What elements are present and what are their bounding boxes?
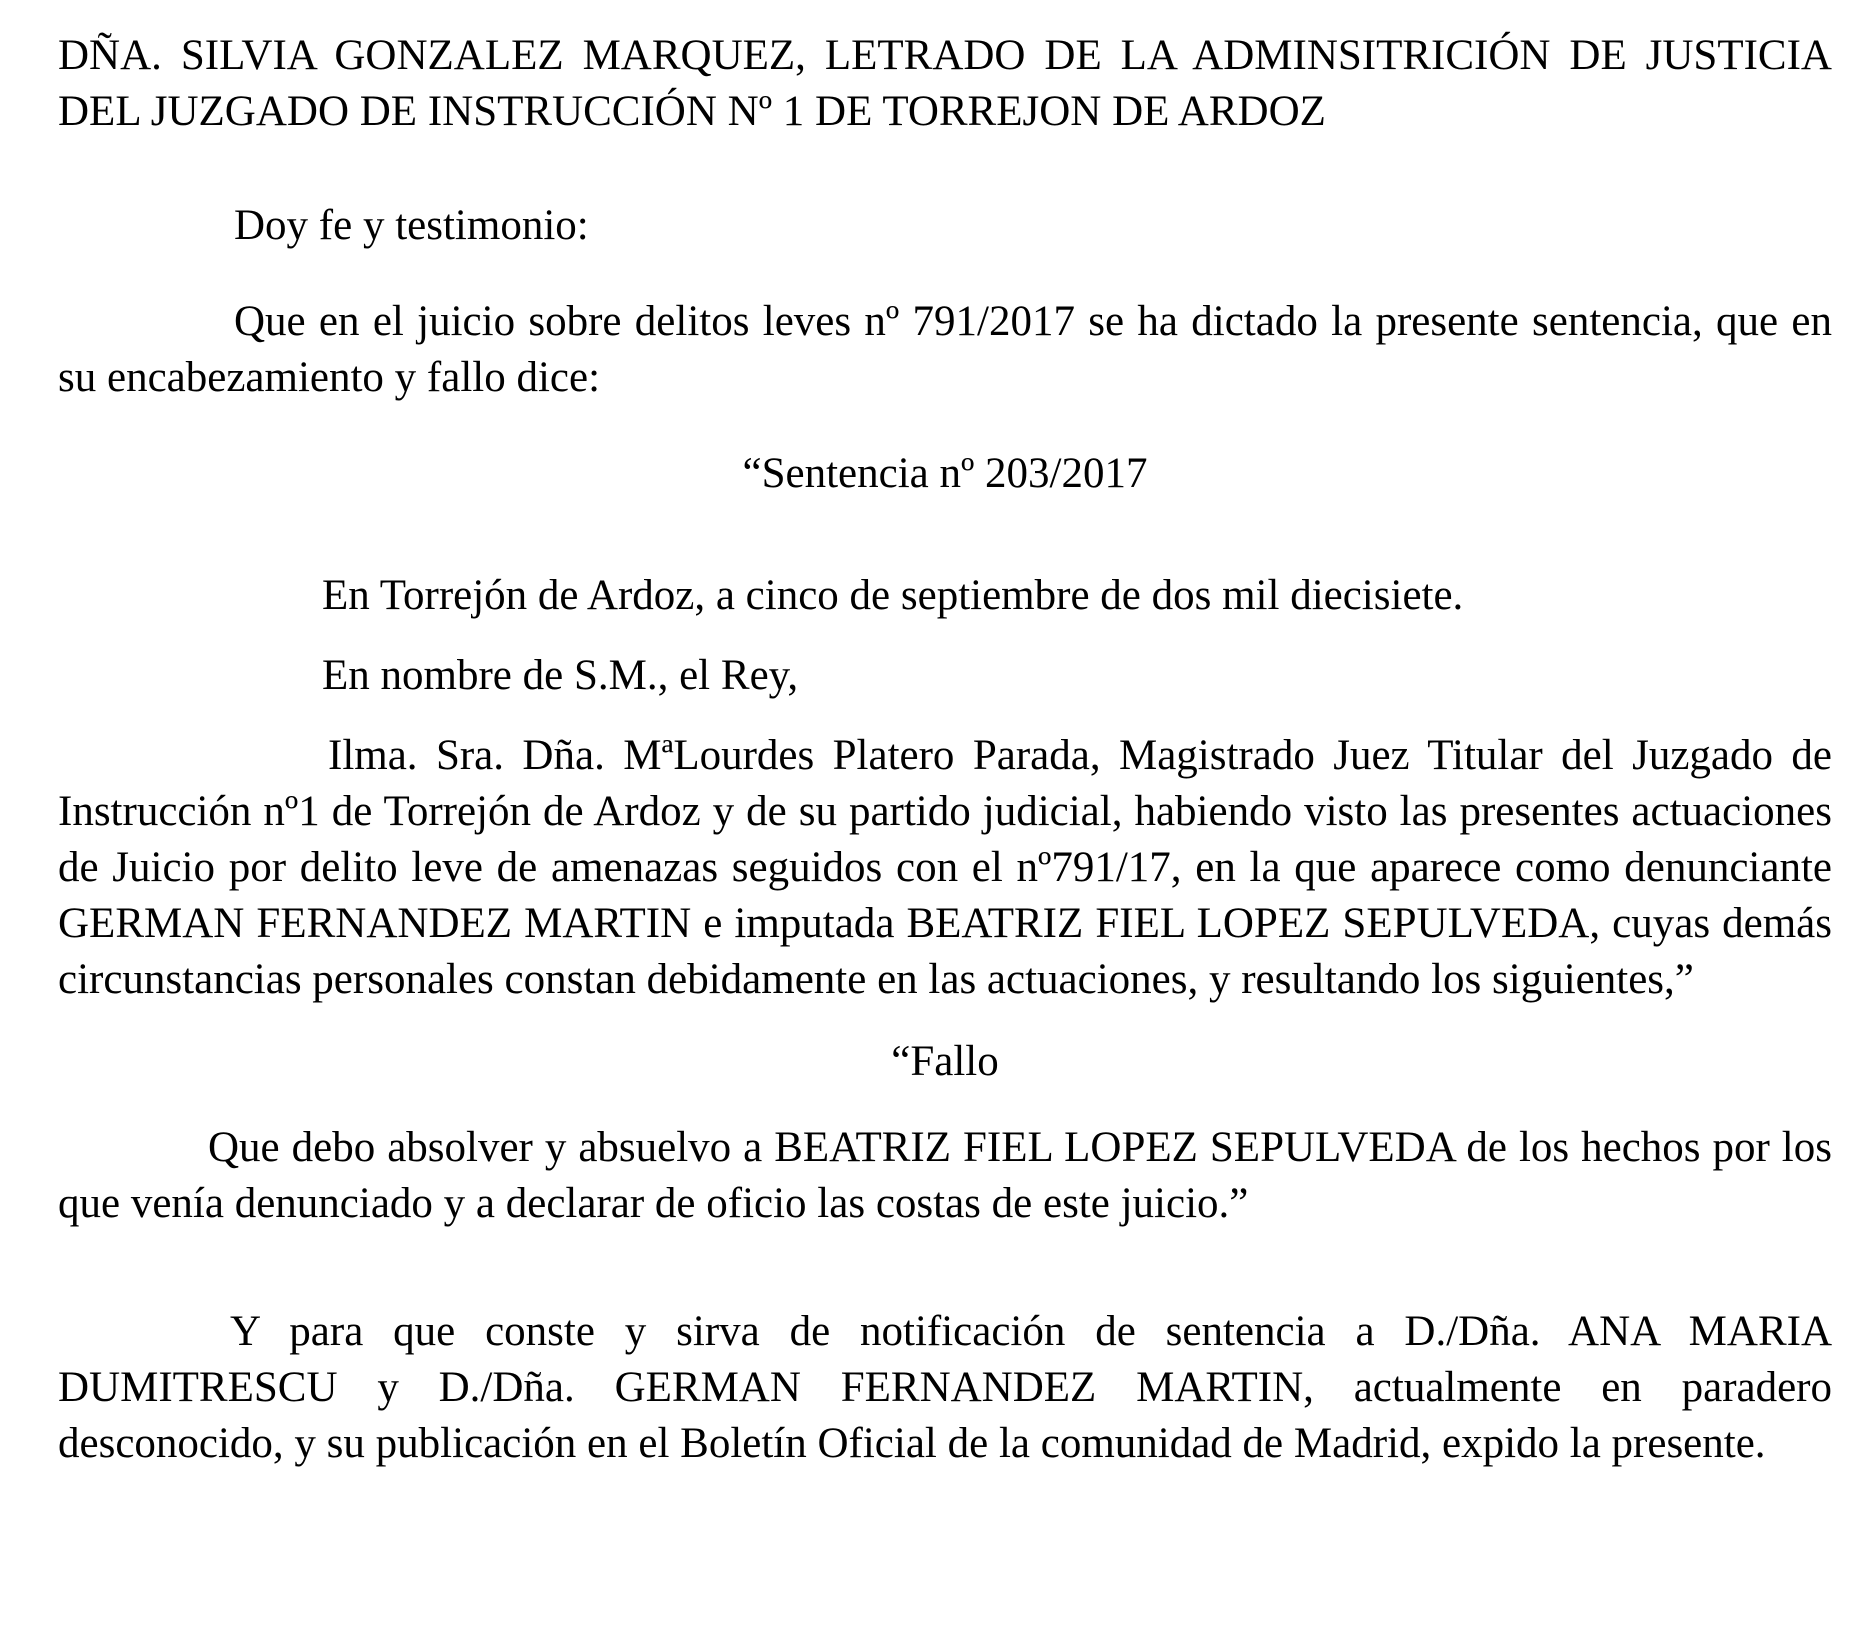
document-page (58, 28, 1832, 1472)
place-date-line: En Torrejón de Ardoz, a cinco de septiembre de dos mil diecisiete. (322, 572, 1464, 619)
paragraph-juicio: Que en el juicio sobre delitos leves nº 791/2017 se ha dictado la presente sentencia, que en su encabezamiento y fallo dice: (58, 298, 1832, 401)
intro-line: Doy fe y testimonio: (234, 202, 589, 249)
in-name-line: En nombre de S.M., el Rey, (322, 652, 799, 699)
fallo-title: “Fallo (891, 1038, 999, 1085)
document-header: DÑA. SILVIA GONZALEZ MARQUEZ, LETRADO DE LA ADMINSITRICIÓN DE JUSTICIA DEL JUZGADO DE INSTRUCCIÓN Nº 1 DE TORREJON DE ARDOZ (58, 32, 1832, 135)
paragraph-fallo: Que debo absolver y absuelvo a BEATRIZ FIEL LOPEZ SEPULVEDA de los hechos por los que venía denunciado y a declarar de oficio las costas de este juicio.” (58, 1124, 1832, 1227)
paragraph-magistrado: Ilma. Sra. Dña. MªLourdes Platero Parada, Magistrado Juez Titular del Juzgado de Instrucción nº1 de Torrejón de Ardoz y de su partido judicial, habiendo visto las presentes actuaciones de Juicio por delito leve de amenazas seguidos con el nº791/17, en la que aparece como denunciante GERMAN FERNANDEZ MARTIN e imputada BEATRIZ FIEL LOPEZ SEPULVEDA, cuyas demás circunstancias personales constan debidamente en las actuaciones, y resultando los siguientes,” (58, 732, 1832, 1003)
paragraph-notificacion: Y para que conste y sirva de notificación de sentencia a D./Dña. ANA MARIA DUMITRESCU y D./Dña. GERMAN FERNANDEZ MARTIN, actualmente en paradero desconocido, y su publicación en el Boletín Oficial de la comunidad de Madrid, expido la presente. (58, 1308, 1832, 1467)
sentence-title: “Sentencia nº 203/2017 (742, 450, 1148, 497)
